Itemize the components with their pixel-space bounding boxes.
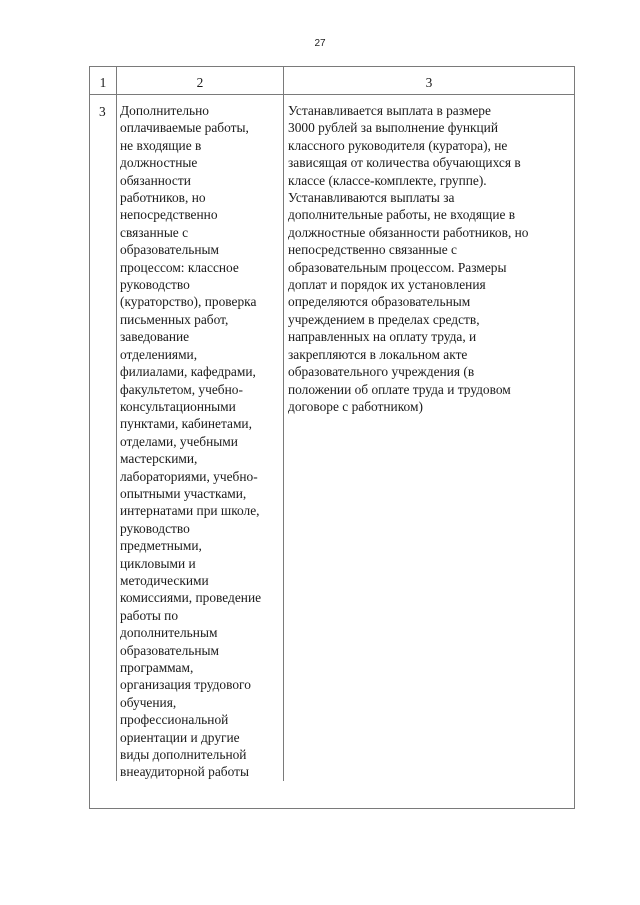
page-number: 27 xyxy=(314,38,326,49)
header-col-3: 3 xyxy=(425,75,433,90)
document-table xyxy=(89,66,575,809)
column-divider-1 xyxy=(116,67,117,781)
column-divider-2 xyxy=(283,67,284,781)
row-number: 3 xyxy=(99,104,106,119)
header-col-2: 2 xyxy=(196,75,204,90)
payment-rule-cell: Устанавливается выплата в размере 3000 рублей за выполнение функций классного руководителя (куратора), не зависящая от количества обучающихся в классе (классе-комплекте, группе). Устанавливаются выплаты за дополнительные работы, не входящие в должностные обязанности работников, но непосредственно связанные с образовательным процессом. Размеры доплат и порядок их установления определяются образовательным учреждением в пределах средств, направленных на оплату труда, и закрепляются в локальном акте образовательного учреждения (в положении об оплате труда и трудовом договоре с работником) xyxy=(288,103,529,414)
header-col-1: 1 xyxy=(99,75,107,90)
work-type-cell: Дополнительно оплачиваемые работы, не входящие в должностные обязанности работников, но непосредственно связанные с образовательным процессом: классное руководство (кураторство), проверка письменных работ, заведование отделениями, филиалами, кафедрами, факультетом, учебно- консультационными пунктами, кабинетами, отделами, учебными мастерскими, лабораториями, учебно- опытными участками, интернатами при школе, руководство предметными, цикловыми и методическими комиссиями, проведение работы по дополнительным образовательным программам, организация трудового обучения, профессиональной ориентации и другие виды дополнительной внеаудиторной работы xyxy=(120,103,262,780)
header-separator xyxy=(90,94,574,95)
